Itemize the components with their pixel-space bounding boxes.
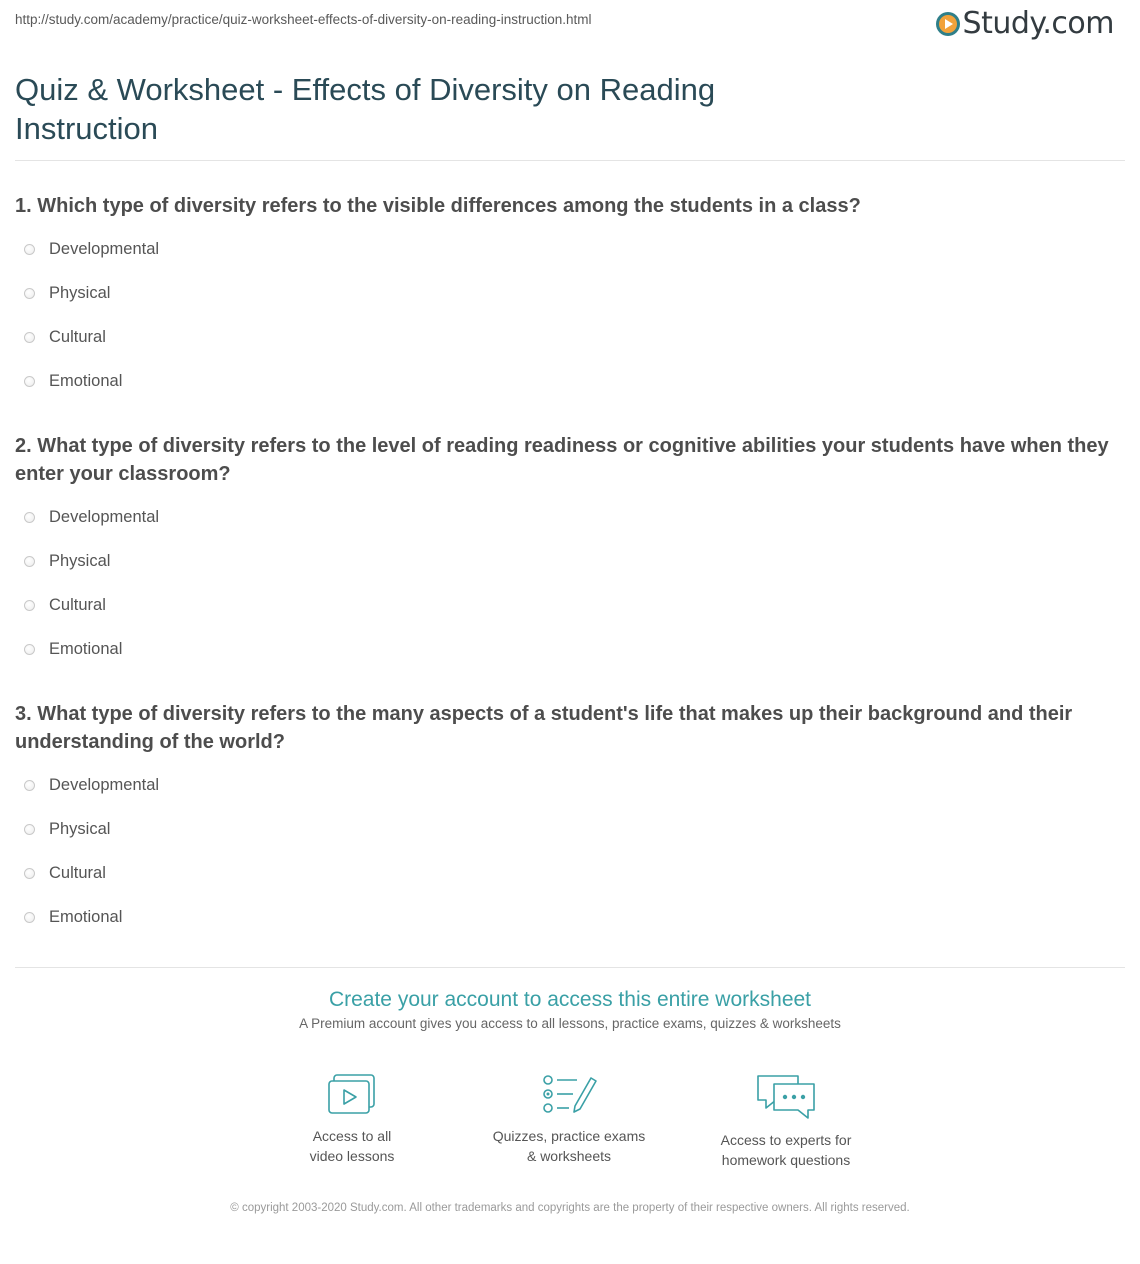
- option-label: Emotional: [49, 907, 123, 926]
- question-1: [15, 192, 1133, 403]
- page-header: [0, 0, 1140, 52]
- answer-option[interactable]: [15, 495, 1133, 539]
- answer-option[interactable]: [15, 271, 1133, 315]
- study-logo-icon: [936, 12, 960, 36]
- option-label: Developmental: [49, 775, 160, 794]
- feature-label: [252, 1126, 452, 1166]
- radio-button[interactable]: [24, 868, 35, 879]
- answer-option[interactable]: [15, 227, 1133, 271]
- feature-experts: [686, 1072, 886, 1170]
- answer-option[interactable]: [15, 583, 1133, 627]
- answer-option[interactable]: [15, 763, 1133, 807]
- cta-subtitle: A Premium account gives you access to all lessons, practice exams, quizzes & worksheets: [299, 1016, 841, 1031]
- answer-option[interactable]: [15, 539, 1133, 583]
- title-divider: [15, 160, 1125, 161]
- question-2: [15, 432, 1133, 671]
- radio-button[interactable]: [24, 644, 35, 655]
- feature-label-line: & worksheets: [526, 1148, 612, 1164]
- question-3: [15, 700, 1133, 939]
- answer-option[interactable]: [15, 807, 1133, 851]
- option-label: Developmental: [49, 239, 160, 258]
- answer-option[interactable]: [15, 851, 1133, 895]
- radio-button[interactable]: [24, 288, 35, 299]
- question-text: 1. Which type of diversity refers to the visible differences among the students in a class?: [15, 195, 861, 217]
- radio-button[interactable]: [24, 512, 35, 523]
- option-label: Emotional: [49, 371, 123, 390]
- option-label: Physical: [49, 819, 111, 838]
- radio-button[interactable]: [24, 824, 35, 835]
- radio-button[interactable]: [24, 912, 35, 923]
- radio-button[interactable]: [24, 376, 35, 387]
- feature-label: [686, 1130, 886, 1170]
- option-label: Cultural: [49, 327, 106, 346]
- answer-option[interactable]: [15, 895, 1133, 939]
- radio-button[interactable]: [24, 780, 35, 791]
- video-lesson-icon: [327, 1072, 377, 1118]
- study-logo-text: Study.com: [962, 6, 1114, 41]
- radio-button[interactable]: [24, 556, 35, 567]
- feature-quizzes: [469, 1072, 669, 1166]
- feature-label: [469, 1126, 669, 1166]
- option-label: Developmental: [49, 507, 160, 526]
- radio-button[interactable]: [24, 244, 35, 255]
- page-title: Quiz & Worksheet - Effects of Diversity on Reading Instruction: [15, 72, 716, 146]
- cta-title[interactable]: Create your account to access this entire worksheet: [328, 988, 812, 1011]
- premium-cta: [0, 988, 1140, 1031]
- copyright-notice: © copyright 2003-2020 Study.com. All other trademarks and copyrights are the property of their respective owners. All rights reserved.: [230, 1202, 910, 1214]
- chat-bubbles-icon: [754, 1072, 818, 1122]
- answer-option[interactable]: [15, 627, 1133, 671]
- radio-button[interactable]: [24, 332, 35, 343]
- radio-button[interactable]: [24, 600, 35, 611]
- study-logo[interactable]: [936, 6, 1114, 41]
- answer-option[interactable]: [15, 359, 1133, 403]
- feature-label-line: Access to all: [312, 1128, 392, 1144]
- feature-label-line: homework questions: [721, 1152, 851, 1168]
- option-label: Cultural: [49, 863, 106, 882]
- question-text: 2. What type of diversity refers to the level of reading readiness or cognitive abilities your students have when they enter your classroom?: [15, 435, 1109, 485]
- option-label: Cultural: [49, 595, 106, 614]
- cta-divider: [15, 967, 1125, 968]
- answer-option[interactable]: [15, 315, 1133, 359]
- option-label: Emotional: [49, 639, 123, 658]
- option-label: Physical: [49, 283, 111, 302]
- feature-label-line: video lessons: [309, 1148, 395, 1164]
- quiz-checklist-icon: [539, 1072, 599, 1118]
- feature-label-line: Quizzes, practice exams: [492, 1128, 646, 1144]
- option-label: Physical: [49, 551, 111, 570]
- page-url[interactable]: http://study.com/academy/practice/quiz-worksheet-effects-of-diversity-on-reading-instruction.html: [15, 12, 592, 27]
- feature-label-line: Access to experts for: [720, 1132, 852, 1148]
- feature-video-lessons: [252, 1072, 452, 1166]
- question-text: 3. What type of diversity refers to the many aspects of a student's life that makes up their background and their understanding of the world?: [15, 703, 1073, 753]
